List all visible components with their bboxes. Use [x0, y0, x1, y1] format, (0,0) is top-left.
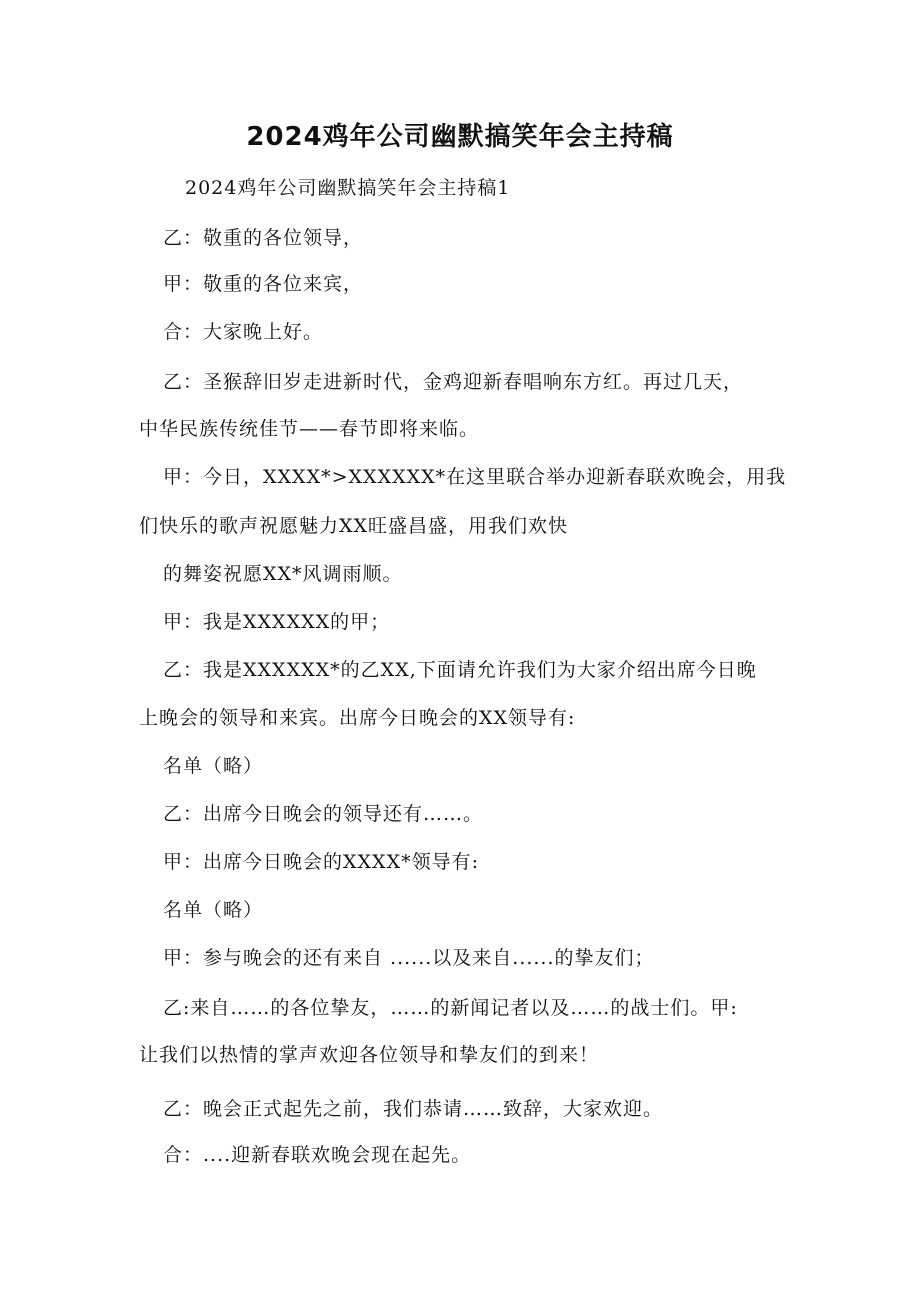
paragraph-line: 甲：敬重的各位来宾，: [163, 273, 364, 295]
paragraph-line: 甲：今日，XXXX*>XXXXXX*在这里联合举办迎新春联欢晚会，用我: [163, 466, 787, 488]
paragraph-line: 甲：出席今日晚会的XXXX*领导有:: [163, 851, 480, 873]
document-subtitle: 2024鸡年公司幽默搞笑年会主持稿1: [185, 177, 511, 199]
paragraph-line: 让我们以热情的掌声欢迎各位领导和挚友们的到来！: [139, 1044, 600, 1066]
paragraph-line: 合：大家晚上好。: [163, 321, 324, 343]
paragraph-line: 名单（略）: [163, 899, 264, 921]
paragraph-line: 乙:来自……的各位挚友，……的新闻记者以及……的战士们。甲:: [163, 997, 738, 1019]
paragraph-line: 甲：参与晚会的还有来自 ......以及来自......的挚友们；: [163, 947, 655, 969]
paragraph-line: 乙：敬重的各位领导，: [163, 227, 364, 249]
paragraph-line: 乙：晚会正式起先之前，我们恭请……致辞，大家欢迎。: [163, 1098, 664, 1120]
paragraph-line: 甲：我是XXXXXX的甲；: [163, 611, 391, 633]
paragraph-line: 们快乐的歌声祝愿魅力XX旺盛昌盛，用我们欢快: [139, 515, 569, 537]
paragraph-line: 乙：出席今日晚会的领导还有……。: [163, 803, 484, 825]
paragraph-line: 乙：我是XXXXXX*的乙XX,下面请允许我们为大家介绍出席今日晚: [163, 659, 757, 681]
paragraph-line: 乙：圣猴辞旧岁走进新时代，金鸡迎新春唱响东方红。再过几天，: [163, 371, 744, 393]
paragraph-line: 名单（略）: [163, 755, 264, 777]
paragraph-line: 上晚会的领导和来宾。出席今日晚会的XX领导有:: [139, 707, 576, 729]
paragraph-line: 的舞姿祝愿XX*风调雨顺。: [163, 563, 403, 585]
paragraph-line: 中华民族传统佳节——春节即将来临。: [139, 418, 480, 440]
document-title: 2024鸡年公司幽默搞笑年会主持稿: [246, 122, 674, 152]
paragraph-line: 合：....迎新春联欢晚会现在起先。: [163, 1144, 472, 1166]
